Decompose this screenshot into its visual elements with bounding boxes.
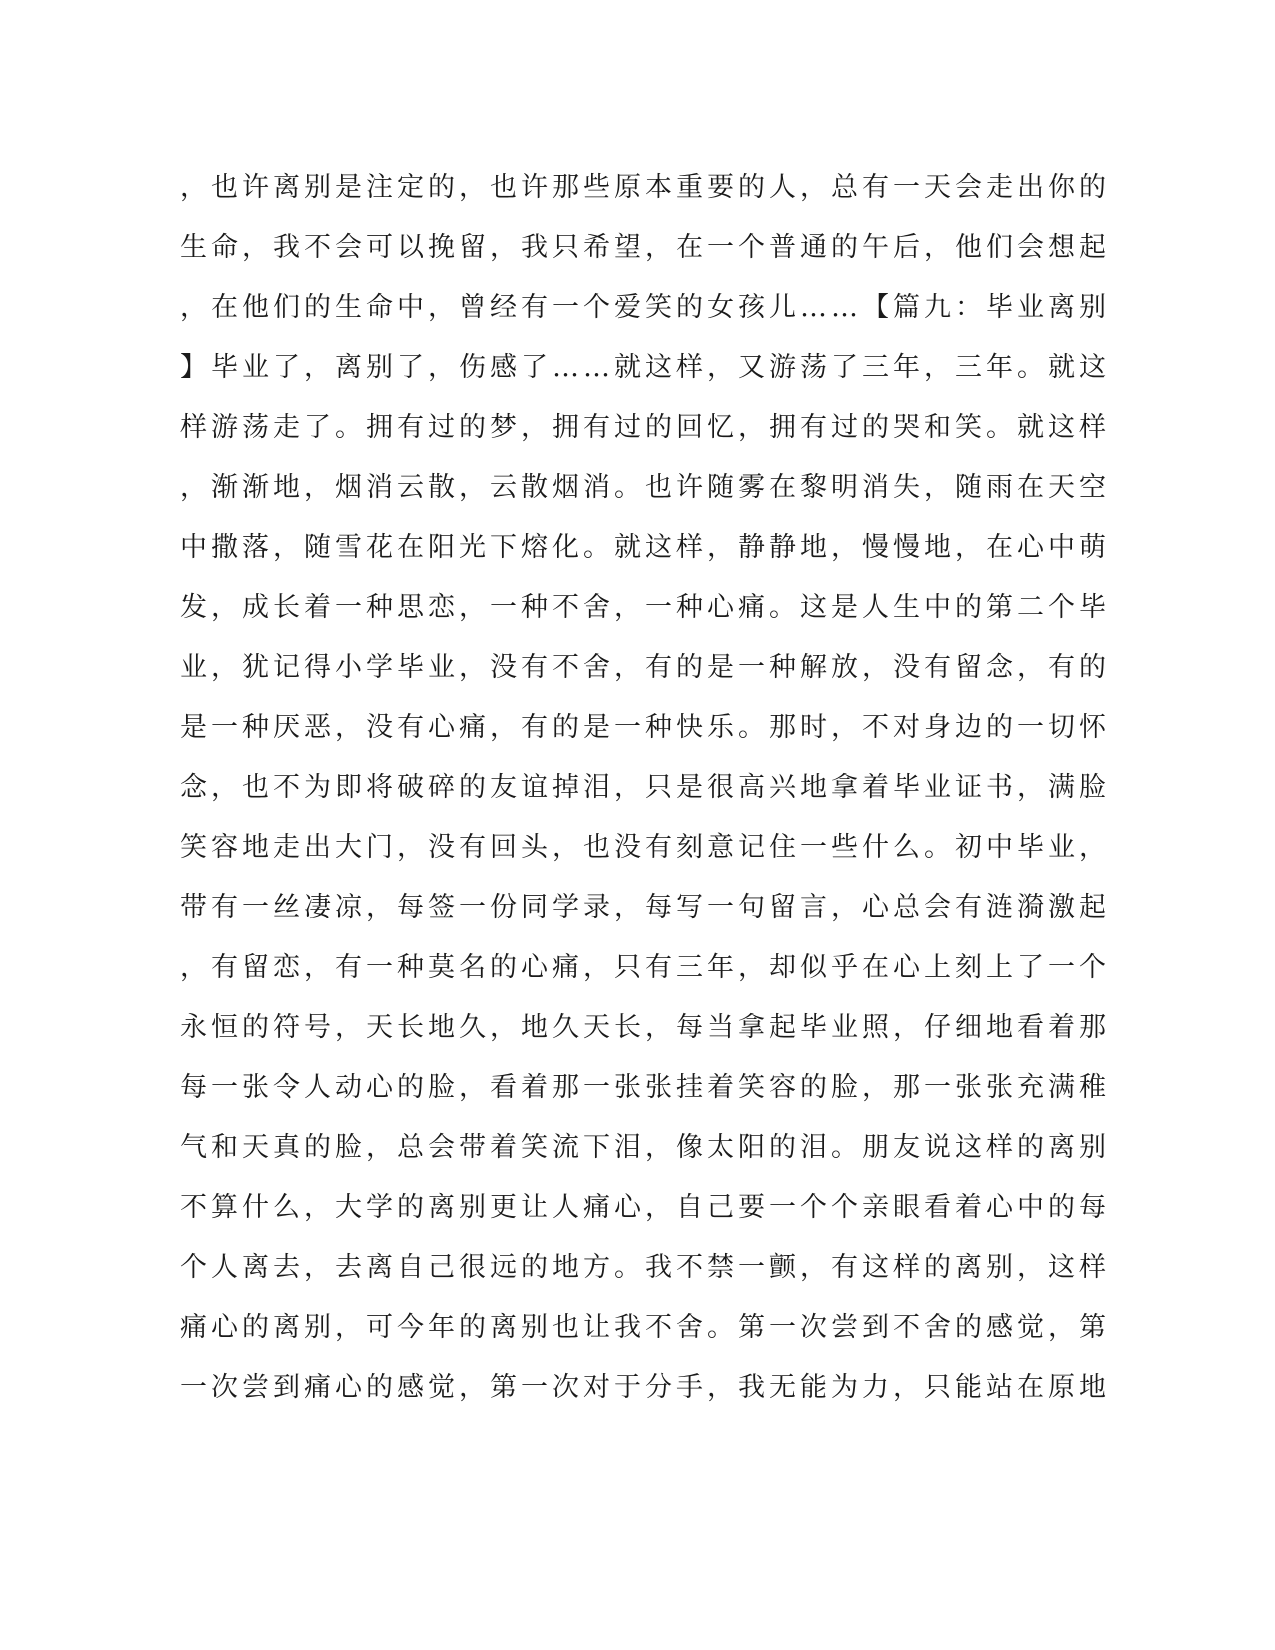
text-line: 永恒的符号，天长地久，地久天长，每当拿起毕业照，仔细地看着那 (180, 1012, 1110, 1043)
text-line: 痛心的离别，可今年的离别也让我不舍。第一次尝到不舍的感觉，第 (180, 1312, 1110, 1343)
text-line: 个人离去，去离自己很远的地方。我不禁一颤，有这样的离别，这样 (180, 1252, 1110, 1283)
text-line: 】毕业了，离别了，伤感了……就这样，又游荡了三年，三年。就这 (180, 352, 1110, 383)
text-line: 样游荡走了。拥有过的梦，拥有过的回忆，拥有过的哭和笑。就这样 (180, 412, 1110, 443)
text-line: 生命，我不会可以挽留，我只希望，在一个普通的午后，他们会想起 (180, 232, 1110, 263)
text-line: 一次尝到痛心的感觉，第一次对于分手，我无能为力，只能站在原地 (180, 1372, 1110, 1403)
text-line: 不算什么，大学的离别更让人痛心，自己要一个个亲眼看着心中的每 (180, 1192, 1110, 1223)
text-line: 业，犹记得小学毕业，没有不舍，有的是一种解放，没有留念，有的 (180, 652, 1110, 683)
text-line: 笑容地走出大门，没有回头，也没有刻意记住一些什么。初中毕业， (180, 832, 1110, 863)
text-line: ，有留恋，有一种莫名的心痛，只有三年，却似乎在心上刻上了一个 (180, 952, 1110, 983)
text-line: ，在他们的生命中，曾经有一个爱笑的女孩儿……【篇九：毕业离别 (180, 292, 1110, 323)
text-line: 念，也不为即将破碎的友谊掉泪，只是很高兴地拿着毕业证书，满脸 (180, 772, 1110, 803)
text-line: 是一种厌恶，没有心痛，有的是一种快乐。那时，不对身边的一切怀 (180, 712, 1110, 743)
text-line: 气和天真的脸，总会带着笑流下泪，像太阳的泪。朋友说这样的离别 (180, 1132, 1110, 1163)
text-line: ，也许离别是注定的，也许那些原本重要的人，总有一天会走出你的 (180, 172, 1110, 203)
text-line: 发，成长着一种思恋，一种不舍，一种心痛。这是人生中的第二个毕 (180, 592, 1110, 623)
text-line: 中撒落，随雪花在阳光下熔化。就这样，静静地，慢慢地，在心中萌 (180, 532, 1110, 563)
body-text (180, 158, 1110, 1418)
text-line: 带有一丝凄凉，每签一份同学录，每写一句留言，心总会有涟漪激起 (180, 892, 1110, 923)
text-line: ，渐渐地，烟消云散，云散烟消。也许随雾在黎明消失，随雨在天空 (180, 472, 1110, 503)
text-line: 每一张令人动心的脸，看着那一张张挂着笑容的脸，那一张张充满稚 (180, 1072, 1110, 1103)
